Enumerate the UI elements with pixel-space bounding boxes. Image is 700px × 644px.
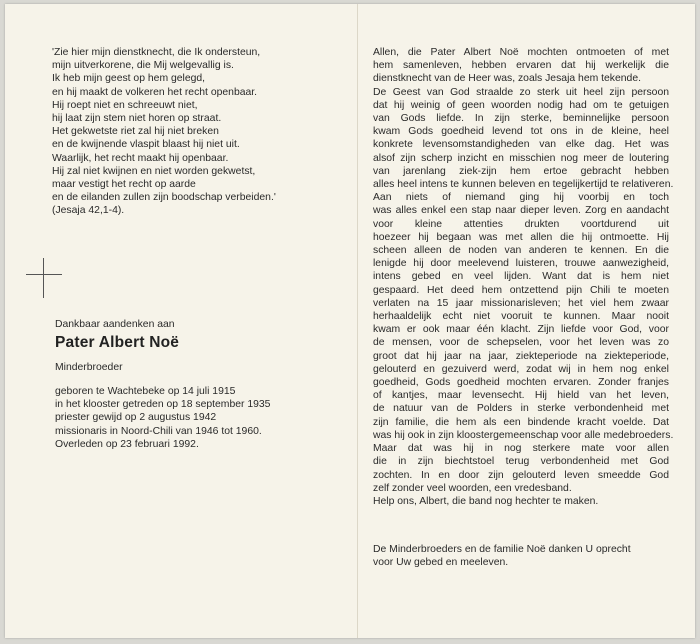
biography [55,385,270,451]
eulogy-text [373,46,674,508]
eulogy-line: groot dat hij jaar na jaar, ziekteperiode na ziekteperiode, [373,350,669,362]
eulogy-line: dienstknecht van de Heer was, zoals Jesaja hem tekende. [373,73,642,85]
eulogy-line: hem samenleven, hebben ervaren dat hij werkelijk die [373,60,669,72]
bio-line: in het klooster getreden op 18 september 1935 [55,399,271,411]
verse-line: Waarlijk, het recht maakt hij openbaar. [52,152,229,164]
right-panel [373,46,674,508]
eulogy-line: was alles enkel een stap naar dieper leven. Zorg en aandacht [373,205,669,217]
verse-line: mijn uitverkorene, die Mij welgevallig is. [52,60,234,72]
eulogy-line: Aan niets of niemand ging hij voorbij en toch [373,192,669,204]
eulogy-line: Allen, die Pater Albert Noë mochten ontmoeten of met [373,47,669,58]
deceased-name: Pater Albert Noë [55,334,180,351]
left-panel [52,46,342,218]
scripture-verse [52,46,342,218]
eulogy-line: goedheid, Gods goedheid mochten ervaren. Zonder franjes [373,377,669,389]
eulogy-line: Maar dat was hij in nog sterkere mate voor allen [373,443,669,455]
eulogy-line: zelf zonder veel woorden, een vredesband. [373,482,572,494]
eulogy-line: herhaaldelijk echt niet vooruit te kunnen. Maar nooit [373,311,669,323]
eulogy-line: lenigde hij door meelevend luisteren, trouwe aanwezigheid, [373,258,669,270]
verse-line: maar vestigt het recht op aarde [52,179,196,191]
thanks-line: De Minderbroeders en de familie Noë danken U oprecht [373,544,631,555]
verse-line: en hij maakt de volkeren het recht openbaar. [52,86,258,98]
eulogy-line: die in zijn biechtstoel terug verbondenheid met God [373,456,669,468]
verse-line: Het gekwetste riet zal hij niet breken [52,126,219,138]
eulogy-line: verlaten na 15 jaar missionarisleven; het viel hem zwaar [373,297,669,309]
eulogy-line: of kantjes, maar levensecht. Hij hield van het leven, [373,390,669,402]
thanks-line: voor Uw gebed en meeleven. [373,557,509,569]
eulogy-line: zochten. In en door zijn gelouterd leven smeedde God [373,469,669,481]
eulogy-line: gespaard. Het deed hem ontzettend pijn Chili te moeten [373,284,669,296]
eulogy-line: Help ons, Albert, die band nog hechter te maken. [373,495,599,507]
cross-icon [26,258,62,298]
eulogy-line: van jarenlang ziek-zijn hem ertoe gebracht hebben [373,165,669,177]
verse-line: Ik heb mijn geest op hem gelegd, [52,73,206,85]
verse-reference: (Jesaja 42,1-4). [52,205,125,217]
eulogy-line: intens gebed en veel lijden. Want dat is hem niet [373,271,669,283]
eulogy-line: kwam Gods goedheid levend tot ons in de kleine, heel [373,126,669,138]
verse-line: Hij zal niet kwijnen en niet worden gekwetst, [52,165,256,177]
religious-order: Minderbroeder [55,362,123,373]
eulogy-line: gelouterd en gezuiverd werd, zodat wij in hem nog enkel [373,363,669,375]
bio-line: Overleden op 23 februari 1992. [55,438,199,450]
eulogy-line: konkrete levensomstandigheden van elke dag. Het was [373,139,669,151]
verse-line: 'Zie hier mijn dienstknecht, die Ik ondersteun, [52,47,261,58]
eulogy-line: alsof zijn scherp inzicht en misschien nog meer de loutering [373,152,669,164]
bio-line: geboren te Wachtebeke op 14 juli 1915 [55,386,236,397]
memorial-heading: Dankbaar aandenken aan [55,319,175,330]
eulogy-line: scheen alleen de noden van anderen te kennen. En die [373,245,669,257]
family-thanks [373,543,631,569]
eulogy-line: hoezeer hij begaan was met allen die hij ontmoette. Hij [373,231,669,243]
eulogy-line: alles heel intens te kunnen beleven en tegelijkertijd te relativeren. [373,179,674,191]
verse-line: en de kwijnende vlaspit blaast hij niet uit. [52,139,240,151]
verse-line: hij laat zijn stem niet horen op straat. [52,113,222,125]
eulogy-line: kwam er ook maar één klacht. Zijn liefde voor God, voor [373,324,669,336]
fold-line [357,4,358,638]
eulogy-line: de mensen, voor de schepselen, voor het leven was zo [373,337,669,349]
eulogy-line: dat hij weinig of geen woorden nodig had om te getuigen [373,99,669,111]
eulogy-line: voor kleine attenties drukten voortdurend uit [373,218,669,230]
eulogy-line: zijn familie, die hem als een bindende kracht voelde. Dat [373,416,669,428]
verse-line: en de eilanden zullen zijn boodschap verbeiden.' [52,192,276,204]
bio-line: missionaris in Noord-Chili van 1946 tot 1960. [55,425,262,437]
eulogy-line: De Geest van God straalde zo sterk uit heel zijn persoon [373,86,669,98]
eulogy-line: van Gods liefde. In zijn sterke, beminnelijke persoon [373,113,669,125]
bio-line: priester gewijd op 2 augustus 1942 [55,412,217,424]
eulogy-line: de natuur van de Polders in sterke verbondenheid met [373,403,669,415]
eulogy-line: was hij ook in zijn kloostergemeenschap voor alle medebroeders. [373,429,674,441]
verse-line: Hij roept niet en schreeuwt niet, [52,99,198,111]
